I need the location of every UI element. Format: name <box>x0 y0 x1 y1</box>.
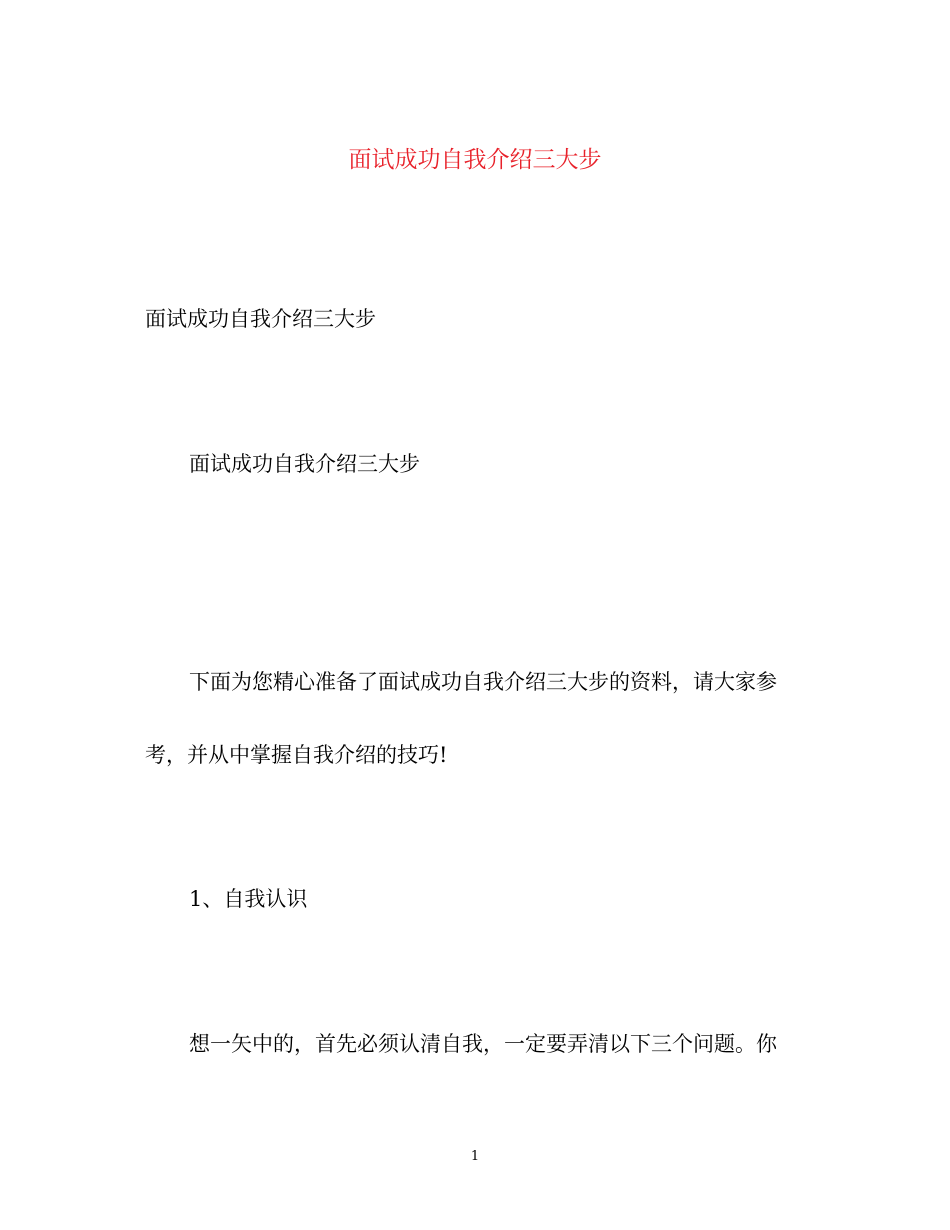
document-subheading: 面试成功自我介绍三大步 <box>189 452 420 476</box>
page-number: 1 <box>470 1149 480 1164</box>
intro-paragraph-line-2: 考，并从中掌握自我介绍的技巧! <box>145 743 448 767</box>
section-1-paragraph-line-1: 想一矢中的，首先必须认清自我，一定要弄清以下三个问题。你 <box>189 1032 777 1056</box>
document-heading: 面试成功自我介绍三大步 <box>145 307 376 331</box>
section-1-title: 1、自我认识 <box>189 887 308 911</box>
document-title: 面试成功自我介绍三大步 <box>348 147 602 173</box>
intro-paragraph-line-1: 下面为您精心准备了面试成功自我介绍三大步的资料，请大家参 <box>189 670 777 694</box>
